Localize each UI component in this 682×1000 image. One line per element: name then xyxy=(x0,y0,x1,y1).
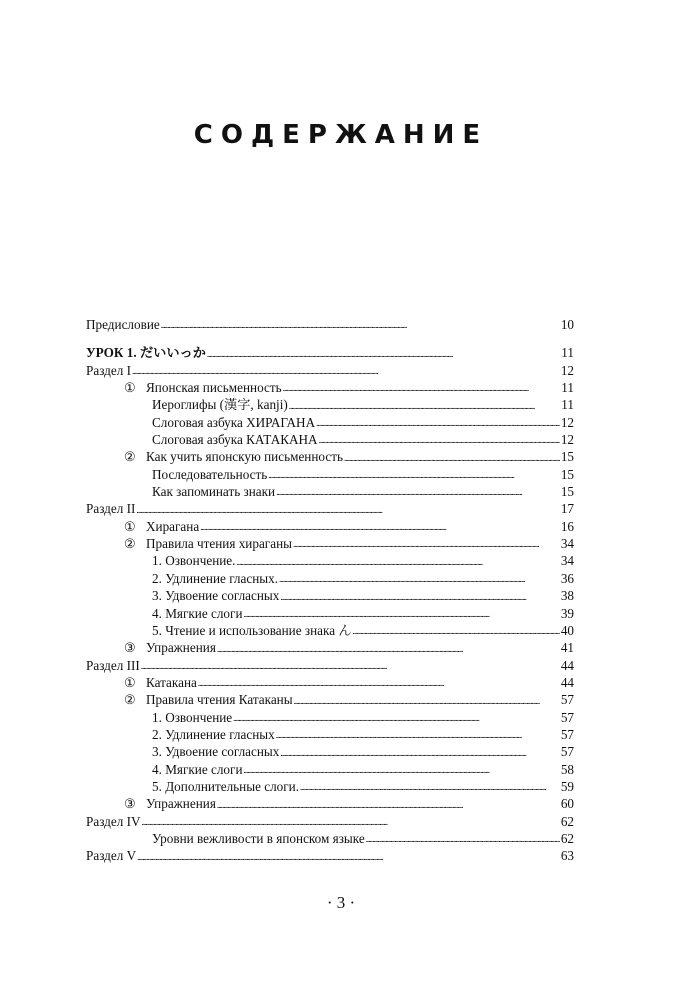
toc-entry-text: УРОК 1. だいいっか xyxy=(86,345,206,361)
toc-entry-text: Иероглифы (漢字, kanji) xyxy=(152,397,288,413)
toc-entry[interactable] xyxy=(86,674,574,691)
dot-leader xyxy=(244,761,560,778)
dot-leader xyxy=(136,500,559,517)
page-title: СОДЕРЖАНИЕ xyxy=(193,120,489,150)
toc-entry[interactable] xyxy=(86,587,574,604)
toc-entry-label xyxy=(124,674,197,691)
toc-entry-page: 11 xyxy=(561,345,574,361)
toc-entry-text: Раздел II xyxy=(86,501,136,517)
toc-entry-text: Предисловие xyxy=(86,317,160,332)
dot-leader xyxy=(137,847,560,864)
circled-number: ③ xyxy=(124,796,136,812)
toc-entry-page: 15 xyxy=(560,466,574,482)
dot-leader xyxy=(344,448,560,465)
toc-entry-page: 60 xyxy=(560,796,574,812)
toc-entry-page: 62 xyxy=(560,830,574,846)
toc-entry-label xyxy=(152,587,279,604)
toc-entry-text: 5. Дополнительные слоги. xyxy=(152,778,300,794)
toc-entry-label xyxy=(152,483,275,500)
toc-entry[interactable] xyxy=(86,535,574,552)
toc-entry[interactable] xyxy=(86,639,574,656)
toc-entry-page: 12 xyxy=(560,432,574,448)
toc-entry-page: 63 xyxy=(560,848,574,864)
dot-leader xyxy=(316,414,560,431)
toc-entry[interactable] xyxy=(86,344,574,361)
dot-leader xyxy=(353,622,560,639)
toc-entry-page: 57 xyxy=(560,744,574,760)
toc-entry-label xyxy=(152,466,267,483)
toc-entry-text: Раздел I xyxy=(86,362,131,378)
dot-leader xyxy=(276,726,560,743)
toc-entry-page: 12 xyxy=(560,362,574,378)
toc-entry-label xyxy=(152,605,243,622)
toc-entry-label xyxy=(152,761,243,778)
dot-leader xyxy=(319,431,560,448)
dot-leader xyxy=(283,379,561,396)
toc-entry[interactable] xyxy=(86,726,574,743)
toc-entry-page: 10 xyxy=(560,317,574,332)
dot-leader xyxy=(217,795,560,812)
toc-entry-text: 4. Мягкие слоги xyxy=(152,761,243,777)
toc-entry[interactable] xyxy=(86,691,574,708)
toc-entry-label xyxy=(152,622,352,639)
toc-entry-text: 1. Озвончение xyxy=(152,709,233,725)
toc-entry-page: 57 xyxy=(560,709,574,725)
toc-entry-page: 34 xyxy=(560,536,574,552)
circled-number: ① xyxy=(124,674,136,690)
table-of-contents xyxy=(86,316,574,865)
toc-entry-page: 40 xyxy=(560,622,574,638)
dot-leader xyxy=(276,483,560,500)
circled-number: ② xyxy=(124,449,136,465)
toc-entry-page: 36 xyxy=(560,570,574,586)
toc-entry-label xyxy=(124,795,216,812)
toc-entry[interactable] xyxy=(86,847,574,864)
toc-entry-label xyxy=(86,344,206,361)
toc-entry[interactable] xyxy=(86,362,574,379)
dot-leader xyxy=(233,709,560,726)
dot-leader xyxy=(244,605,560,622)
toc-entry-text: 3. Удвоение согласных xyxy=(152,744,280,760)
toc-entry-label xyxy=(86,316,160,333)
circled-number: ② xyxy=(124,692,136,708)
dot-leader xyxy=(200,518,560,535)
toc-entry-page: 58 xyxy=(560,761,574,777)
toc-entry-page: 62 xyxy=(560,813,574,829)
toc-entry[interactable] xyxy=(86,778,574,795)
dot-leader xyxy=(161,316,560,333)
toc-entry-label xyxy=(124,535,292,552)
toc-entry-text: Последовательность xyxy=(152,466,268,482)
dot-leader xyxy=(217,639,560,656)
toc-entry-page: 11 xyxy=(561,397,574,413)
toc-entry-text: Как запоминать знаки xyxy=(152,484,276,500)
dot-leader xyxy=(280,587,559,604)
toc-entry-text: Как учить японскую письменность xyxy=(146,449,343,465)
circled-number: ② xyxy=(124,536,136,552)
toc-entry[interactable] xyxy=(86,605,574,622)
circled-number: ① xyxy=(124,380,136,396)
toc-entry-text: Раздел III xyxy=(86,657,140,673)
dot-leader xyxy=(279,570,560,587)
toc-entry-page: 11 xyxy=(561,380,574,396)
toc-entry-text: Раздел V xyxy=(86,848,137,864)
toc-entry[interactable] xyxy=(86,795,574,812)
dot-leader xyxy=(141,657,560,674)
toc-entry-page: 17 xyxy=(560,501,574,517)
toc-entry-text: Раздел IV xyxy=(86,813,141,829)
toc-entry-page: 44 xyxy=(560,674,574,690)
toc-entry-label xyxy=(152,414,315,431)
toc-entry-text: 2. Удлинение гласных. xyxy=(152,570,279,586)
toc-entry[interactable] xyxy=(86,414,574,431)
toc-entry[interactable] xyxy=(86,316,574,333)
toc-entry-label xyxy=(152,830,365,847)
toc-entry[interactable] xyxy=(86,813,574,830)
toc-entry-page: 57 xyxy=(560,726,574,742)
dot-leader xyxy=(280,743,559,760)
toc-entry-page: 39 xyxy=(560,605,574,621)
dot-leader xyxy=(289,396,561,413)
toc-entry-label xyxy=(124,448,343,465)
toc-entry-text: Японская письменность xyxy=(146,380,282,396)
toc-entry[interactable] xyxy=(86,448,574,465)
toc-entry-label xyxy=(152,552,235,569)
toc-entry-label xyxy=(124,379,282,396)
dot-leader xyxy=(268,466,560,483)
circled-number: ③ xyxy=(124,640,136,656)
dot-leader xyxy=(366,830,560,847)
toc-entry[interactable] xyxy=(86,379,574,396)
toc-entry[interactable] xyxy=(86,552,574,569)
toc-entry-page: 41 xyxy=(560,640,574,656)
dot-leader xyxy=(207,344,560,361)
toc-entry-label xyxy=(152,570,278,587)
toc-entry-label xyxy=(152,778,299,795)
toc-entry[interactable] xyxy=(86,518,574,535)
toc-entry-page: 57 xyxy=(560,692,574,708)
toc-entry-label xyxy=(124,691,293,708)
toc-entry-text: Правила чтения Катаканы xyxy=(146,692,293,708)
toc-entry-page: 38 xyxy=(560,588,574,604)
toc-entry-label xyxy=(152,431,318,448)
toc-entry-text: Катакана xyxy=(146,674,197,690)
toc-entry-text: 2. Удлинение гласных xyxy=(152,726,275,742)
toc-entry-label xyxy=(86,847,136,864)
toc-entry-text: Упражнения xyxy=(146,640,216,656)
toc-entry-page: 12 xyxy=(560,414,574,430)
toc-entry[interactable] xyxy=(86,396,574,413)
toc-entry-label xyxy=(152,743,279,760)
toc-entry-page: 34 xyxy=(560,553,574,569)
toc-entry-label xyxy=(124,639,216,656)
toc-entry-text: 4. Мягкие слоги xyxy=(152,605,243,621)
toc-entry-page: 16 xyxy=(560,518,574,534)
toc-entry[interactable] xyxy=(86,761,574,778)
page-number: · 3 · xyxy=(326,893,356,912)
circled-number: ① xyxy=(124,518,136,534)
toc-entry[interactable] xyxy=(86,570,574,587)
toc-entry-label xyxy=(86,500,135,517)
toc-entry-page: 15 xyxy=(560,484,574,500)
toc-entry-page: 15 xyxy=(560,449,574,465)
dot-leader xyxy=(293,535,560,552)
toc-entry-text: 3. Удвоение согласных xyxy=(152,588,280,604)
toc-entry[interactable] xyxy=(86,483,574,500)
toc-entry-label xyxy=(152,726,275,743)
toc-entry-label xyxy=(86,813,141,830)
dot-leader xyxy=(300,778,560,795)
toc-entry-page: 44 xyxy=(560,657,574,673)
toc-entry-page: 59 xyxy=(560,778,574,794)
dot-leader xyxy=(198,674,560,691)
toc-entry[interactable] xyxy=(86,657,574,674)
toc-entry-text: Упражнения xyxy=(146,796,216,812)
toc-entry-label xyxy=(86,657,140,674)
toc-entry-label xyxy=(152,396,288,413)
toc-entry-label xyxy=(152,709,232,726)
toc-entry-label xyxy=(124,518,199,535)
toc-entry[interactable] xyxy=(86,830,574,847)
toc-entry[interactable] xyxy=(86,431,574,448)
toc-entry-text: Уровни вежливости в японском языке xyxy=(152,830,365,846)
toc-entry-text: Правила чтения хираганы xyxy=(146,536,292,552)
toc-entry[interactable] xyxy=(86,500,574,517)
dot-leader xyxy=(142,813,560,830)
dot-leader xyxy=(236,552,559,569)
dot-leader xyxy=(294,691,560,708)
toc-entry-label xyxy=(86,362,131,379)
toc-entry-text: 1. Озвончение. xyxy=(152,553,236,569)
toc-entry[interactable] xyxy=(86,622,574,639)
dot-leader xyxy=(132,362,560,379)
toc-entry-text: Слоговая азбука КАТАКАНА xyxy=(152,432,318,448)
toc-entry-text: 5. Чтение и использование знака ん xyxy=(152,622,352,638)
toc-entry[interactable] xyxy=(86,466,574,483)
toc-entry-text: Слоговая азбука ХИРАГАНА xyxy=(152,414,316,430)
toc-entry-text: Хирагана xyxy=(146,518,200,534)
toc-entry[interactable] xyxy=(86,709,574,726)
toc-entry[interactable] xyxy=(86,743,574,760)
